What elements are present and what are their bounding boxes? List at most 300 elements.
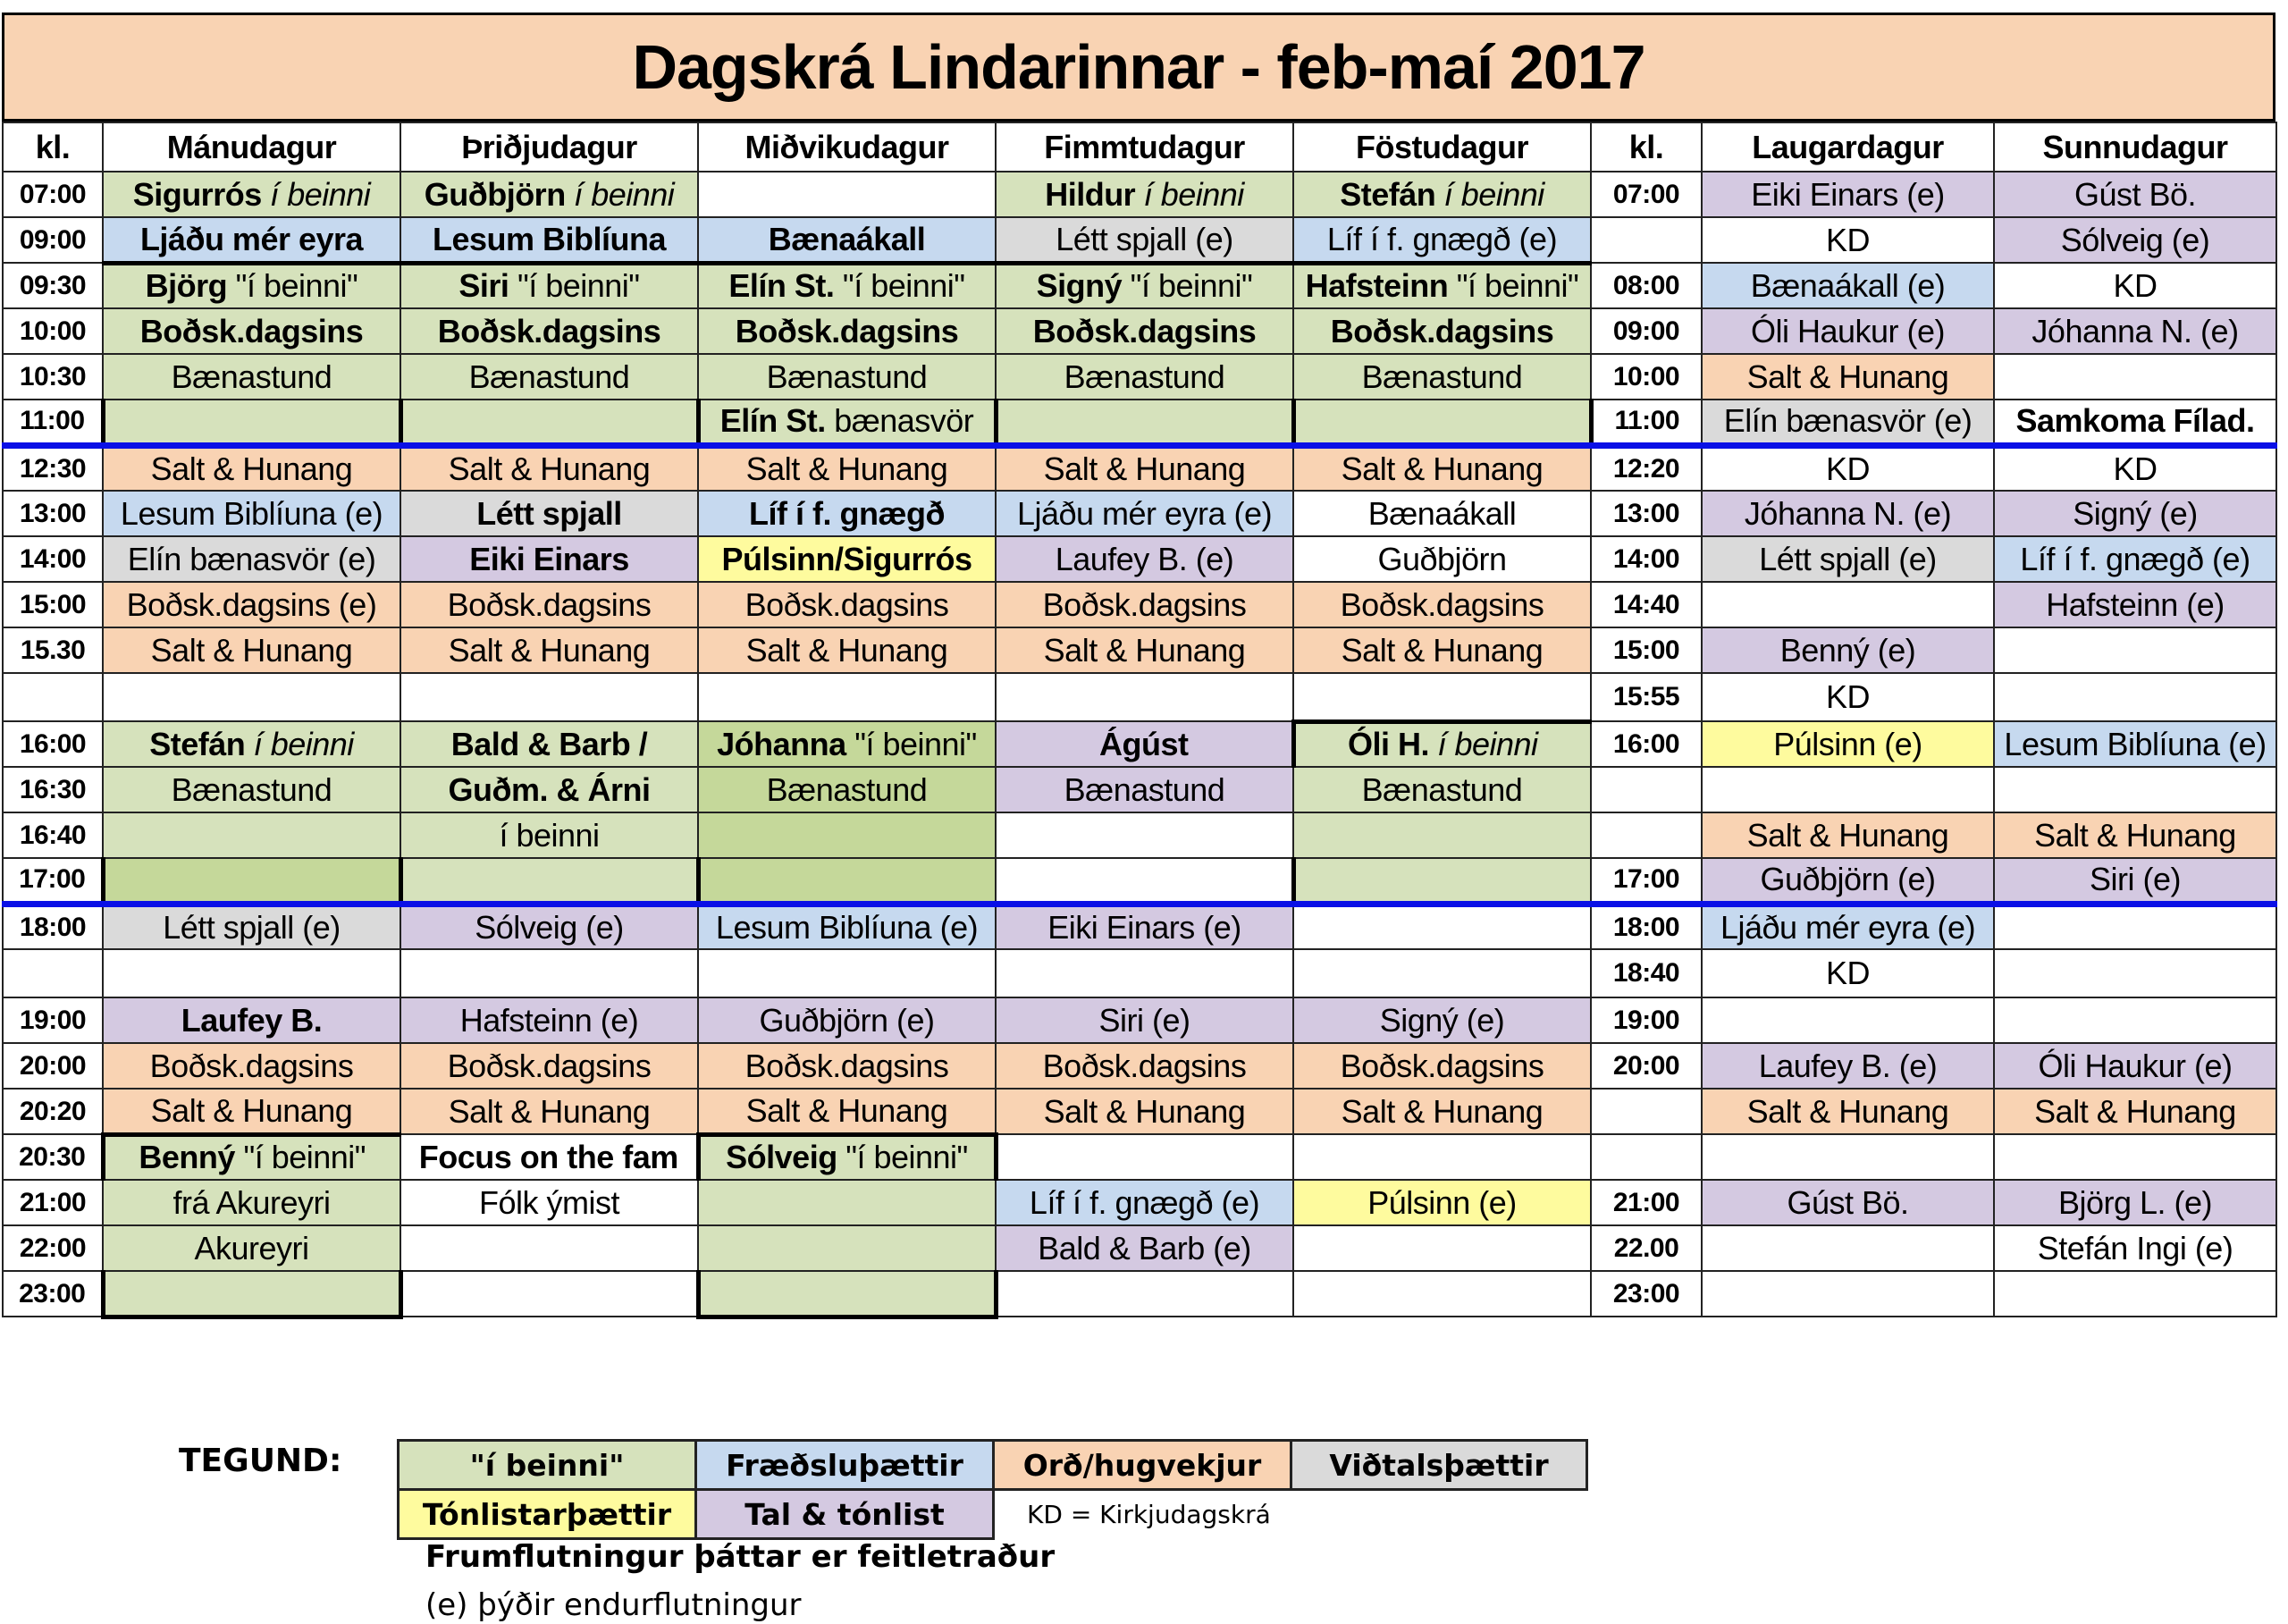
program-cell-friday: Púlsinn (e) — [1293, 1180, 1591, 1225]
time-slot: 20:30 — [3, 1134, 103, 1180]
program-cell-thursday — [996, 858, 1293, 904]
program-cell-friday: Bænastund — [1293, 354, 1591, 400]
program-cell-monday: Boðsk.dagsins (e) — [103, 582, 400, 627]
program-cell-friday: Bænaákall — [1293, 491, 1591, 536]
program-cell-thursday: Boðsk.dagsins — [996, 582, 1293, 627]
program-cell-monday: Salt & Hunang — [103, 1089, 400, 1134]
legend-fraedsluthaettir: Fræðsluþættir — [696, 1441, 994, 1490]
header-wednesday: Miðvikudagur — [698, 122, 996, 172]
program-cell-thursday: Eiki Einars (e) — [996, 904, 1293, 949]
program-cell-wednesday: Boðsk.dagsins — [698, 1043, 996, 1089]
program-cell-wednesday: Salt & Hunang — [698, 1089, 996, 1134]
header-tuesday: Þriðjudagur — [400, 122, 698, 172]
time-slot: 18:00 — [3, 904, 103, 949]
time-slot-weekend: 17:00 — [1591, 858, 1702, 904]
program-cell-sunday: Óli Haukur (e) — [1994, 1043, 2276, 1089]
program-cell-tuesday: Fólk ýmist — [400, 1180, 698, 1225]
program-suffix: "í beinni" — [227, 267, 358, 305]
program-cell-tuesday: Boðsk.dagsins — [400, 582, 698, 627]
program-cell-friday — [1293, 1134, 1591, 1180]
program-cell-thursday — [996, 673, 1293, 721]
program-cell-monday: Elín bænasvör (e) — [103, 536, 400, 582]
program-cell-friday: Salt & Hunang — [1293, 445, 1591, 491]
program-cell-wednesday — [698, 263, 996, 308]
program-cell-saturday: Ljáðu mér eyra (e) — [1702, 904, 1994, 949]
program-cell-sunday: Signý (e) — [1994, 491, 2276, 536]
time-slot: 17:00 — [3, 858, 103, 904]
program-cell-friday: Líf í f. gnægð (e) — [1293, 217, 1591, 263]
program-cell-friday: Guðbjörn — [1293, 536, 1591, 582]
time-slot-weekend — [1591, 767, 1702, 812]
program-cell-thursday: Bænastund — [996, 767, 1293, 812]
program-cell-wednesday: Bænastund — [698, 354, 996, 400]
program-cell-tuesday: Lesum Biblíuna — [400, 217, 698, 263]
program-cell-saturday: Eiki Einars (e) — [1702, 172, 1994, 217]
program-cell-thursday: Boðsk.dagsins — [996, 308, 1293, 354]
time-slot: 23:00 — [3, 1271, 103, 1317]
program-cell-sunday: Sólveig (e) — [1994, 217, 2276, 263]
schedule-row — [3, 582, 2276, 627]
time-slot-weekend — [1591, 217, 1702, 263]
program-cell-wednesday — [698, 812, 996, 858]
time-slot-weekend — [1591, 1089, 1702, 1134]
program-cell-wednesday — [698, 1134, 996, 1180]
program-cell-monday — [103, 400, 400, 445]
schedule-row — [3, 1134, 2276, 1180]
time-slot-weekend: 16:00 — [1591, 721, 1702, 767]
program-cell-friday: Signý (e) — [1293, 997, 1591, 1043]
program-cell-saturday: Létt spjall (e) — [1702, 536, 1994, 582]
program-cell-sunday: Siri (e) — [1994, 858, 2276, 904]
program-cell-wednesday: Salt & Hunang — [698, 627, 996, 673]
program-cell-sunday: Salt & Hunang — [1994, 1089, 2276, 1134]
program-cell-wednesday — [698, 673, 996, 721]
program-suffix: í beinni — [1428, 726, 1538, 763]
time-slot: 20:00 — [3, 1043, 103, 1089]
program-cell-tuesday: Bænastund — [400, 354, 698, 400]
program-cell-sunday: Björg L. (e) — [1994, 1180, 2276, 1225]
program-suffix: "í beinni" — [834, 267, 965, 305]
program-cell-monday — [103, 812, 400, 858]
schedule-row — [3, 491, 2276, 536]
program-cell-saturday — [1702, 582, 1994, 627]
schedule-row — [3, 445, 2276, 491]
program-cell-sunday: KD — [1994, 263, 2276, 308]
program-cell-saturday: Elín bænasvör (e) — [1702, 400, 1994, 445]
program-cell-thursday: Salt & Hunang — [996, 1089, 1293, 1134]
program-suffix: "í beinni" — [845, 725, 977, 762]
program-name: Elín St. — [719, 402, 826, 440]
program-cell-saturday: Bænaákall (e) — [1702, 263, 1994, 308]
program-cell-monday: Lesum Biblíuna (e) — [103, 491, 400, 536]
program-cell-thursday: Siri (e) — [996, 997, 1293, 1043]
time-slot-weekend: 08:00 — [1591, 263, 1702, 308]
legend-ord-hugvekjur: Orð/hugvekjur — [994, 1441, 1291, 1490]
header-thursday: Fimmtudagur — [996, 122, 1293, 172]
program-cell-thursday — [996, 1271, 1293, 1317]
program-name: Stefán — [1340, 175, 1436, 213]
time-slot-weekend: 10:00 — [1591, 354, 1702, 400]
time-slot-weekend: 22.00 — [1591, 1225, 1702, 1271]
program-suffix: "í beinni" — [1448, 267, 1579, 305]
time-slot: 19:00 — [3, 997, 103, 1043]
legend-i-beinni: "í beinni" — [399, 1441, 696, 1490]
program-suffix: "í beinni" — [1122, 267, 1253, 305]
header-monday: Mánudagur — [103, 122, 400, 172]
time-slot-weekend — [1591, 812, 1702, 858]
program-cell-sunday — [1994, 904, 2276, 949]
program-suffix: í beinni — [261, 175, 371, 213]
time-slot-weekend: 18:00 — [1591, 904, 1702, 949]
time-slot — [3, 673, 103, 721]
program-cell-tuesday: Eiki Einars — [400, 536, 698, 582]
program-cell-sunday — [1994, 997, 2276, 1043]
program-cell-friday — [1293, 400, 1591, 445]
program-cell-monday — [103, 858, 400, 904]
program-cell-friday — [1293, 721, 1591, 767]
program-cell-sunday: Samkoma Fílad. — [1994, 400, 2276, 445]
time-slot-weekend: 07:00 — [1591, 172, 1702, 217]
program-cell-monday — [103, 1134, 400, 1180]
note-bold-premiere: Frumflutningur þáttar er feitletraður — [425, 1539, 1056, 1575]
program-cell-saturday: Jóhanna N. (e) — [1702, 491, 1994, 536]
program-cell-friday — [1293, 949, 1591, 997]
program-cell-sunday: Hafsteinn (e) — [1994, 582, 2276, 627]
program-cell-monday — [103, 172, 400, 217]
schedule-row — [3, 172, 2276, 217]
program-cell-monday — [103, 949, 400, 997]
time-slot: 20:20 — [3, 1089, 103, 1134]
program-cell-friday — [1293, 812, 1591, 858]
program-cell-saturday: KD — [1702, 949, 1994, 997]
schedule-row — [3, 536, 2276, 582]
program-suffix: í beinni — [565, 175, 675, 213]
program-cell-saturday — [1702, 1225, 1994, 1271]
program-cell-monday — [103, 1271, 400, 1317]
program-cell-friday — [1293, 858, 1591, 904]
time-slot: 07:00 — [3, 172, 103, 217]
program-cell-wednesday — [698, 400, 996, 445]
program-cell-monday: Boðsk.dagsins — [103, 1043, 400, 1089]
program-cell-thursday — [996, 263, 1293, 308]
time-slot-weekend: 12:20 — [1591, 445, 1702, 491]
program-name: Siri — [458, 267, 509, 305]
program-cell-sunday — [1994, 1271, 2276, 1317]
program-cell-tuesday — [400, 949, 698, 997]
program-cell-sunday — [1994, 673, 2276, 721]
program-cell-thursday — [996, 400, 1293, 445]
program-cell-friday: Boðsk.dagsins — [1293, 582, 1591, 627]
program-cell-sunday: Stefán Ingi (e) — [1994, 1225, 2276, 1271]
program-cell-saturday: Benný (e) — [1702, 627, 1994, 673]
schedule-row — [3, 1180, 2276, 1225]
program-cell-sunday: KD — [1994, 445, 2276, 491]
program-cell-monday: Létt spjall (e) — [103, 904, 400, 949]
schedule-row — [3, 1043, 2276, 1089]
program-suffix: "í beinni" — [509, 267, 640, 305]
time-slot-weekend: 19:00 — [1591, 997, 1702, 1043]
program-cell-thursday: Salt & Hunang — [996, 445, 1293, 491]
schedule-row — [3, 217, 2276, 263]
program-cell-wednesday: Bænastund — [698, 767, 996, 812]
program-cell-wednesday — [698, 172, 996, 217]
program-cell-thursday: Boðsk.dagsins — [996, 1043, 1293, 1089]
program-cell-thursday — [996, 949, 1293, 997]
program-name: Hafsteinn — [1305, 267, 1449, 305]
legend-table — [397, 1439, 1588, 1540]
program-cell-thursday — [996, 1134, 1293, 1180]
time-slot-weekend: 14:40 — [1591, 582, 1702, 627]
program-cell-sunday: Jóhanna N. (e) — [1994, 308, 2276, 354]
schedule-row — [3, 263, 2276, 308]
schedule-row — [3, 627, 2276, 673]
schedule-row — [3, 1271, 2276, 1317]
program-cell-saturday — [1702, 997, 1994, 1043]
program-suffix: í beinni — [1435, 175, 1544, 213]
program-cell-tuesday: Boðsk.dagsins — [400, 308, 698, 354]
program-cell-tuesday: Hafsteinn (e) — [400, 997, 698, 1043]
program-cell-tuesday: Salt & Hunang — [400, 445, 698, 491]
program-cell-wednesday — [698, 858, 996, 904]
program-suffix: "í beinni" — [837, 1139, 968, 1176]
header-saturday: Laugardagur — [1702, 122, 1994, 172]
program-suffix: bænasvör — [825, 402, 974, 440]
time-slot: 14:00 — [3, 536, 103, 582]
program-cell-monday: Salt & Hunang — [103, 445, 400, 491]
program-cell-tuesday — [400, 673, 698, 721]
time-slot: 12:30 — [3, 445, 103, 491]
program-cell-wednesday: Bænaákall — [698, 217, 996, 263]
program-cell-tuesday: Salt & Hunang — [400, 627, 698, 673]
time-slot-weekend: 21:00 — [1591, 1180, 1702, 1225]
program-cell-tuesday — [400, 1271, 698, 1317]
program-cell-sunday: Salt & Hunang — [1994, 812, 2276, 858]
schedule-row — [3, 812, 2276, 858]
time-slot: 16:30 — [3, 767, 103, 812]
program-name: Elín St. — [728, 267, 835, 305]
program-cell-tuesday: Focus on the fam — [400, 1134, 698, 1180]
time-slot: 11:00 — [3, 400, 103, 445]
program-cell-saturday — [1702, 1271, 1994, 1317]
program-cell-monday: Bænastund — [103, 767, 400, 812]
program-cell-wednesday: Salt & Hunang — [698, 445, 996, 491]
time-slot-weekend: 20:00 — [1591, 1043, 1702, 1089]
program-cell-sunday — [1994, 949, 2276, 997]
program-cell-monday: frá Akureyri — [103, 1180, 400, 1225]
program-cell-monday: Bænastund — [103, 354, 400, 400]
program-name: Sigurrós — [132, 175, 262, 213]
program-cell-sunday — [1994, 767, 2276, 812]
time-slot: 10:30 — [3, 354, 103, 400]
program-cell-friday — [1293, 172, 1591, 217]
program-name: Jóhanna — [717, 725, 846, 762]
program-cell-thursday — [996, 172, 1293, 217]
program-cell-wednesday: Guðbjörn (e) — [698, 997, 996, 1043]
schedule-row — [3, 308, 2276, 354]
schedule-row — [3, 1225, 2276, 1271]
program-name: Stefán — [149, 725, 246, 762]
header-sunday: Sunnudagur — [1994, 122, 2276, 172]
page-title: Dagskrá Lindarinnar - feb-maí 2017 — [2, 13, 2275, 122]
program-cell-wednesday: Boðsk.dagsins — [698, 582, 996, 627]
time-slot: 16:40 — [3, 812, 103, 858]
program-cell-thursday: Bald & Barb (e) — [996, 1225, 1293, 1271]
program-suffix: í beinni — [1135, 175, 1244, 213]
schedule-row — [3, 997, 2276, 1043]
program-cell-wednesday: Boðsk.dagsins — [698, 308, 996, 354]
time-slot: 09:00 — [3, 217, 103, 263]
schedule-row — [3, 400, 2276, 445]
program-cell-sunday — [1994, 627, 2276, 673]
program-cell-thursday: Bænastund — [996, 354, 1293, 400]
program-cell-wednesday — [698, 1225, 996, 1271]
program-cell-monday — [103, 721, 400, 767]
time-slot-weekend: 23:00 — [1591, 1271, 1702, 1317]
program-cell-thursday: Ágúst — [996, 721, 1293, 767]
program-cell-wednesday: Líf í f. gnægð — [698, 491, 996, 536]
program-cell-saturday: Salt & Hunang — [1702, 354, 1994, 400]
header-row — [3, 122, 2276, 172]
program-cell-tuesday — [400, 172, 698, 217]
program-cell-monday: Salt & Hunang — [103, 627, 400, 673]
legend-tal-tonlist: Tal & tónlist — [696, 1490, 994, 1539]
program-cell-sunday: Líf í f. gnægð (e) — [1994, 536, 2276, 582]
program-name: Benný — [139, 1139, 235, 1176]
program-cell-saturday: Gúst Bö. — [1702, 1180, 1994, 1225]
program-cell-monday: Akureyri — [103, 1225, 400, 1271]
program-cell-saturday: Laufey B. (e) — [1702, 1043, 1994, 1089]
program-cell-friday: Boðsk.dagsins — [1293, 308, 1591, 354]
program-cell-friday — [1293, 263, 1591, 308]
time-slot: 22:00 — [3, 1225, 103, 1271]
legend-label: TEGUND: — [179, 1443, 342, 1479]
program-name: Óli H. — [1347, 726, 1429, 763]
program-cell-wednesday: Púlsinn/Sigurrós — [698, 536, 996, 582]
program-cell-tuesday: Guðm. & Árni — [400, 767, 698, 812]
time-slot: 16:00 — [3, 721, 103, 767]
time-slot: 09:30 — [3, 263, 103, 308]
time-slot-weekend: 15:00 — [1591, 627, 1702, 673]
program-cell-monday — [103, 673, 400, 721]
program-cell-saturday — [1702, 767, 1994, 812]
program-cell-wednesday — [698, 1180, 996, 1225]
program-name: Hildur — [1045, 175, 1136, 213]
schedule-row — [3, 354, 2276, 400]
program-cell-friday: Salt & Hunang — [1293, 627, 1591, 673]
program-cell-saturday — [1702, 1134, 1994, 1180]
program-suffix: "í beinni" — [234, 1139, 366, 1176]
program-cell-sunday — [1994, 1134, 2276, 1180]
schedule-row — [3, 673, 2276, 721]
legend-vidtalsthaettir: Viðtalsþættir — [1291, 1441, 1587, 1490]
time-slot: 10:00 — [3, 308, 103, 354]
time-slot: 13:00 — [3, 491, 103, 536]
schedule-row — [3, 949, 2276, 997]
program-name: Guðbjörn — [424, 175, 566, 213]
program-name: Björg — [145, 267, 228, 305]
program-cell-monday: Ljáðu mér eyra — [103, 217, 400, 263]
program-cell-tuesday — [400, 858, 698, 904]
schedule-row — [3, 904, 2276, 949]
time-slot-weekend: 18:40 — [1591, 949, 1702, 997]
schedule-row — [3, 858, 2276, 904]
program-suffix: í beinni — [245, 725, 354, 762]
program-cell-monday — [103, 263, 400, 308]
schedule-table — [2, 122, 2277, 1319]
program-cell-tuesday — [400, 400, 698, 445]
time-slot-weekend: 13:00 — [1591, 491, 1702, 536]
program-cell-friday — [1293, 1225, 1591, 1271]
program-cell-thursday: Ljáðu mér eyra (e) — [996, 491, 1293, 536]
program-cell-monday: Laufey B. — [103, 997, 400, 1043]
program-cell-thursday: Laufey B. (e) — [996, 536, 1293, 582]
header-time: kl. — [3, 122, 103, 172]
program-cell-friday — [1293, 1271, 1591, 1317]
program-cell-tuesday: Salt & Hunang — [400, 1089, 698, 1134]
program-cell-thursday: Líf í f. gnægð (e) — [996, 1180, 1293, 1225]
program-cell-saturday: Salt & Hunang — [1702, 812, 1994, 858]
program-cell-saturday: KD — [1702, 217, 1994, 263]
program-cell-tuesday: Sólveig (e) — [400, 904, 698, 949]
schedule-row — [3, 721, 2276, 767]
program-cell-friday: Bænastund — [1293, 767, 1591, 812]
header-time-weekend: kl. — [1591, 122, 1702, 172]
legend-kd-note: KD = Kirkjudagskrá — [1027, 1500, 1271, 1530]
time-slot — [3, 949, 103, 997]
program-cell-saturday: Óli Haukur (e) — [1702, 308, 1994, 354]
time-slot-weekend: 15:55 — [1591, 673, 1702, 721]
time-slot: 15.30 — [3, 627, 103, 673]
time-slot-weekend: 09:00 — [1591, 308, 1702, 354]
program-cell-tuesday: Létt spjall — [400, 491, 698, 536]
program-cell-tuesday: Bald & Barb / — [400, 721, 698, 767]
program-cell-tuesday — [400, 263, 698, 308]
header-friday: Föstudagur — [1293, 122, 1591, 172]
program-cell-saturday: Guðbjörn (e) — [1702, 858, 1994, 904]
program-cell-saturday: Salt & Hunang — [1702, 1089, 1994, 1134]
program-cell-saturday: KD — [1702, 673, 1994, 721]
program-cell-wednesday: Lesum Biblíuna (e) — [698, 904, 996, 949]
program-name: Signý — [1036, 267, 1123, 305]
program-cell-sunday — [1994, 354, 2276, 400]
program-cell-friday: Salt & Hunang — [1293, 1089, 1591, 1134]
program-cell-friday — [1293, 673, 1591, 721]
program-cell-tuesday — [400, 1225, 698, 1271]
schedule-row — [3, 1089, 2276, 1134]
program-cell-sunday: Lesum Biblíuna (e) — [1994, 721, 2276, 767]
schedule-row — [3, 767, 2276, 812]
program-cell-saturday: Púlsinn (e) — [1702, 721, 1994, 767]
program-cell-friday: Boðsk.dagsins — [1293, 1043, 1591, 1089]
program-cell-monday: Boðsk.dagsins — [103, 308, 400, 354]
program-name: Sólveig — [726, 1139, 837, 1176]
time-slot-weekend: 14:00 — [1591, 536, 1702, 582]
note-rerun: (e) þýðir endurflutningur — [425, 1587, 802, 1623]
time-slot: 21:00 — [3, 1180, 103, 1225]
program-cell-saturday: KD — [1702, 445, 1994, 491]
legend-tonlistarthaettir: Tónlistarþættir — [399, 1490, 696, 1539]
time-slot-weekend — [1591, 1134, 1702, 1180]
program-cell-thursday — [996, 812, 1293, 858]
program-cell-wednesday — [698, 1271, 996, 1317]
program-cell-friday — [1293, 904, 1591, 949]
program-cell-wednesday — [698, 721, 996, 767]
program-cell-tuesday: Boðsk.dagsins — [400, 1043, 698, 1089]
program-cell-thursday: Salt & Hunang — [996, 627, 1293, 673]
program-cell-thursday: Létt spjall (e) — [996, 217, 1293, 263]
program-cell-tuesday: í beinni — [400, 812, 698, 858]
program-cell-sunday: Gúst Bö. — [1994, 172, 2276, 217]
